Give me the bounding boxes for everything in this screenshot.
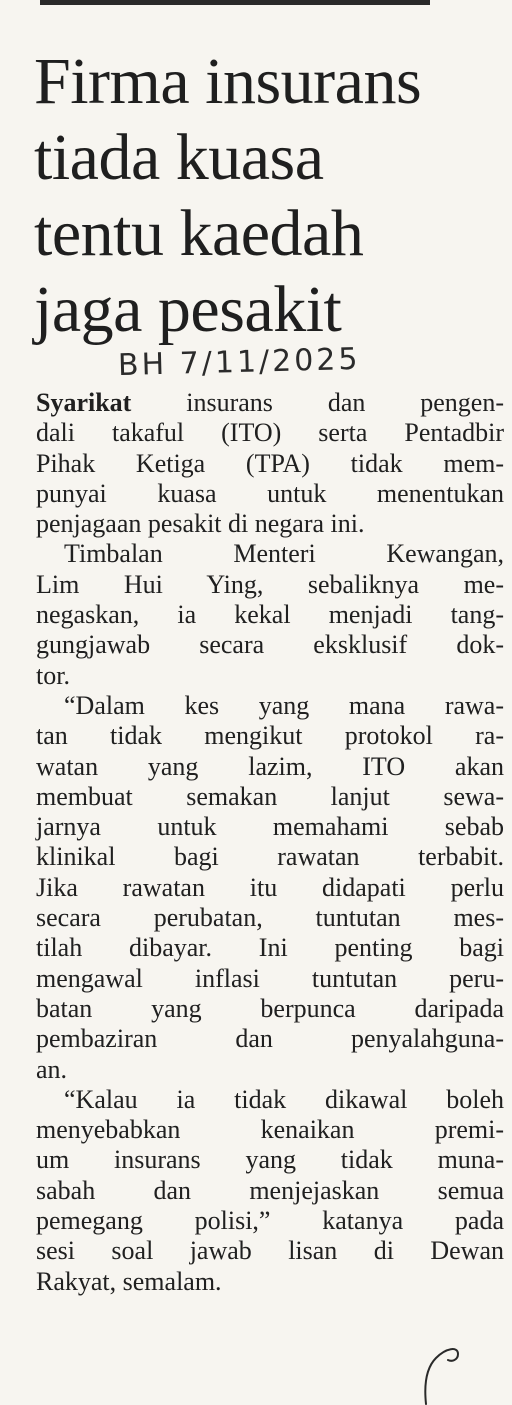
paragraph-1	[36, 388, 504, 539]
headline-line: tiada kuasa	[34, 121, 324, 194]
article-body	[36, 388, 504, 1297]
article-line: Lim Hui Ying, sebaliknya me-	[36, 569, 504, 599]
article-line: Pihak Ketiga (TPA) tidak mem-	[36, 448, 504, 478]
article-line: gungjawab secara eksklusif dok-	[36, 630, 504, 660]
article-line-text: insurans dan pengen-	[131, 388, 504, 417]
headline-line: tentu kaedah	[34, 197, 364, 270]
article-line: tan tidak mengikut protokol ra-	[36, 721, 504, 751]
article-line: pembaziran dan penyalahguna-	[36, 1024, 504, 1054]
article-line: Rakyat, semalam.	[36, 1266, 222, 1296]
article-line: menyebabkan kenaikan premi-	[36, 1115, 504, 1145]
article-line: tilah dibayar. Ini penting bagi	[36, 933, 504, 963]
article-line	[36, 388, 504, 418]
headline-line: jaga pesakit	[34, 273, 342, 346]
article-line: punyai kuasa untuk menentukan	[36, 478, 504, 508]
article-line: Timbalan Menteri Kewangan,	[64, 539, 504, 569]
article-line: sesi soal jawab lisan di Dewan	[36, 1236, 504, 1266]
article-line: membuat semakan lanjut sewa-	[36, 781, 504, 811]
article-line: “Kalau ia tidak dikawal boleh	[64, 1084, 504, 1114]
article-line: secara perubatan, tuntutan mes-	[36, 903, 504, 933]
paragraph-3	[36, 691, 504, 1085]
article-line: jarnya untuk memahami sebab	[36, 812, 504, 842]
article-line: tor.	[36, 660, 70, 690]
article-line: mengawal inflasi tuntutan peru-	[36, 963, 504, 993]
article-line: an.	[36, 1054, 68, 1084]
article-line: sabah dan menjejaskan semua	[36, 1175, 504, 1205]
paragraph-2	[36, 539, 504, 690]
article-line: klinikal bagi rawatan terbabit.	[36, 842, 504, 872]
article-line: watan yang lazim, ITO akan	[36, 751, 504, 781]
article-line: pemegang polisi,” katanya pada	[36, 1206, 504, 1236]
paragraph-4	[36, 1085, 504, 1297]
article-line: um insurans yang tidak muna-	[36, 1145, 504, 1175]
article-line: batan yang berpunca daripada	[36, 993, 504, 1023]
article-line: “Dalam kes yang mana rawa-	[64, 690, 504, 720]
headline-line: Firma insurans	[34, 45, 422, 118]
headline	[34, 44, 504, 348]
article-line: penjagaan pesakit di negara ini.	[36, 509, 365, 539]
handwritten-date-note: BH 7/11/2025	[117, 341, 361, 384]
handwritten-mark	[412, 1330, 472, 1405]
lead-word: Syarikat	[36, 388, 132, 417]
article-line: Jika rawatan itu didapati perlu	[36, 872, 504, 902]
top-rule	[40, 0, 430, 5]
article-line: dali takaful (ITO) serta Pentadbir	[36, 418, 504, 448]
article-line: negaskan, ia kekal menjadi tang-	[36, 600, 504, 630]
